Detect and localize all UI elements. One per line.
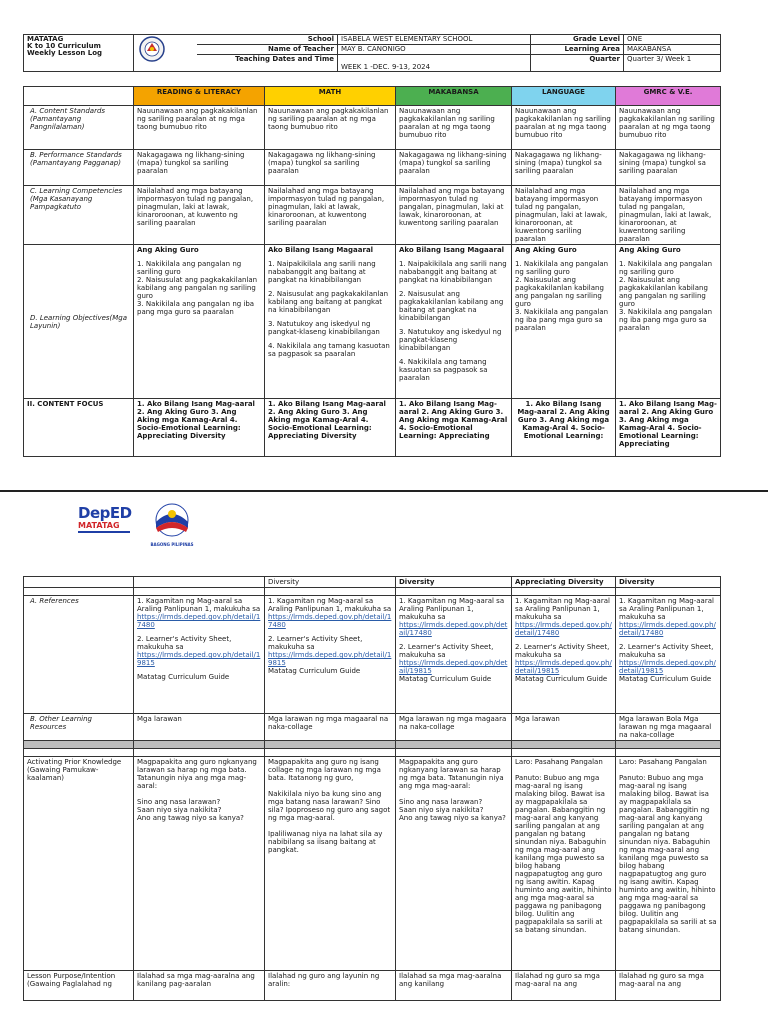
subject-makabansa: MAKABANSA: [396, 87, 512, 106]
cell: 1. Ako Bilang Isang Mag-aaral 2. Ang Aking Guro 3. Ang Aking mga Kamag-Aral 4. Socio-Emotional Learning: Appreciating: [616, 399, 721, 457]
deped-logo-text: DepED: [78, 504, 132, 522]
objective-item: 3. Nakikilala ang pangalan ng iba pang mga guro sa paaralan: [137, 300, 255, 316]
objectives-label: D. Learning Objectives(Mga Layunin): [24, 245, 134, 399]
ref-link[interactable]: https://lrmds.deped.gov.ph/detail/19815: [399, 659, 508, 675]
objectives-cell: [512, 245, 616, 399]
subject-language: LANGUAGE: [512, 87, 616, 106]
ref-link[interactable]: https://lrmds.deped.gov.ph/detail/17480: [619, 621, 716, 637]
header-title: MATATAG K to 10 Curriculum Weekly Lesson Log: [24, 35, 134, 72]
cell: 1. Ako Bilang Isang Mag-aaral 2. Ang Aking Guro 3. Ang Aking mga Kamag-Aral 4. Socio-Emotional Learning: Appreciating Diversity: [134, 399, 265, 457]
cell: Mga larawan: [134, 714, 265, 741]
spacer-row: [24, 749, 721, 757]
subject-header-row: [24, 87, 721, 106]
area-value: MAKABANSA: [624, 45, 721, 55]
ref-link[interactable]: https://lrmds.deped.gov.ph/detail/19815: [619, 659, 716, 675]
lesson-log-page-1: [0, 0, 768, 488]
ref-item: 2. Learner's Activity Sheet, makukuha sa: [619, 643, 714, 659]
cell: [134, 577, 265, 588]
subject-math: MATH: [265, 87, 396, 106]
ref-item: 1. Kagamitan ng Mag-aaral sa Araling Panlipunan 1, makukuha sa: [515, 597, 610, 621]
objective-title: Ako Bilang Isang Magaaral: [399, 246, 505, 254]
ref-item: Matatag Curriculum Guide: [399, 675, 492, 683]
cell: Nakagagawa ng likhang-sining (mapa) tungkol sa sariling paaralan: [134, 150, 265, 186]
cell: Nakagagawa ng likhang-sining (mapa) tungkol sa sariling paaralan: [396, 150, 512, 186]
objective-title: Ang Aking Guro: [515, 246, 577, 254]
cell: Nailalahad ang mga batayang impormasyon tulad ng pangalan, pinagmulan, laki at lawak, kinaroroonan, at kuwento ng sariling paaralan: [134, 186, 265, 245]
cell: Nauunawaan ang pagkakakilanlan ng sariling paaralan at ng mga taong bumubuo rito: [396, 106, 512, 150]
content-standards-label: A. Content Standards (Pamantayang Pangnilalaman): [24, 106, 134, 150]
objectives-cell: [134, 245, 265, 399]
performance-standards-label: B. Performance Standards (Pamantayang Pagganap): [24, 150, 134, 186]
seal-cell: [134, 35, 197, 72]
cell: Nakagagawa ng likhang-sining (mapa) tungkol sa sariling paaralan: [616, 150, 721, 186]
deped-seal-icon: [137, 35, 167, 63]
cell: Diversity: [616, 577, 721, 588]
main-table: [23, 86, 721, 457]
competencies-label: C. Learning Competencies (Mga Kasanayang Pampagkatuto: [24, 186, 134, 245]
other-resources-label: B. Other Learning Resources: [24, 714, 134, 741]
performance-standards-row: [24, 150, 721, 186]
cell: 1. Ako Bilang Isang Mag-aaral 2. Ang Aking Guro 3. Ang Aking mga Kamag-Aral 4. Socio-Emotional Learning: Appreciating: [396, 399, 512, 457]
activating-row: [24, 757, 721, 971]
continuation-row: [24, 577, 721, 588]
objective-item: 2. Naisusulat ang pagkakakilanlan kabilang ang baitang at pangkat na kinabibilangan: [268, 290, 389, 314]
content-focus-row: [24, 399, 721, 457]
objectives-cell: [265, 245, 396, 399]
grade-label: Grade Level: [531, 35, 624, 45]
cell: [24, 577, 134, 588]
deped-matatag-logo: [78, 504, 138, 544]
bagong-pilipinas-text: BAGONG PILIPINAS: [150, 542, 194, 547]
objective-item: 1. Nakikilala ang pangalan ng sariling guro: [515, 260, 609, 276]
objective-title: Ang Aking Guro: [137, 246, 199, 254]
ref-item: Matatag Curriculum Guide: [268, 667, 361, 675]
shaded-spacer-row: [24, 741, 721, 749]
cell: Magpapakita ang guro ng isang collage ng mga larawan ng mga bata. Itatanong ng guro, Nakikilala niyo ba kung sino ang mga batang nasa larawan? Sino sila? Ipoproseso ng guro ang sagot ng mga mag-aaral. Ipaliliwanag niya na lahat sila ay nabibilang sa iisang baitang at pangkat.: [265, 757, 396, 971]
cell: Magpapakita ang guro ngkanyang larawan sa harap ng mga bata. Tatanungin niya ang mga mag-aaral: Sino ang nasa larawan? Saan niyo siya nakikita? Ano ang tawag niyo sa kanya?: [134, 757, 265, 971]
objective-title: Ako Bilang Isang Magaaral: [268, 246, 374, 254]
ref-link[interactable]: https://lrmds.deped.gov.ph/detail/17480: [515, 621, 612, 637]
cell: Diversity: [396, 577, 512, 588]
cell: Mga larawan ng mga magaara na naka-collage: [396, 714, 512, 741]
grade-value: ONE: [624, 35, 721, 45]
quarter-label: Quarter: [531, 55, 624, 72]
references-cell: [616, 596, 721, 714]
quarter-value: Quarter 3/ Week 1: [624, 55, 721, 72]
header-table: [23, 34, 721, 72]
references-cell: [512, 596, 616, 714]
objective-item: 3. Nakikilala ang pangalan ng iba pang mga guro sa paaralan: [515, 308, 609, 332]
teacher-label: Name of Teacher: [197, 45, 338, 55]
cell: Diversity: [265, 577, 396, 588]
cell: Ilalahad sa mga mag-aaralna ang kanilang pag-aaralan: [134, 971, 265, 1001]
objective-item: 2. Naisusulat ang pagkakakilanlan kabilang ang baitang at pangkat na kinabibilangan: [399, 290, 504, 322]
other-resources-row: [24, 714, 721, 741]
activating-label: Activating Prior Knowledge (Gawaing Pamukaw-kaalaman): [24, 757, 134, 971]
spacer-row: [24, 588, 721, 596]
ref-item: Matatag Curriculum Guide: [137, 673, 230, 681]
objective-title: Ang Aking Guro: [619, 246, 681, 254]
objectives-cell: [616, 245, 721, 399]
objective-item: 3. Natutukoy ang iskedyul ng pangkat-klaseng kinabibilangan: [268, 320, 380, 336]
ref-item: 2. Learner's Activity Sheet, makukuha sa: [399, 643, 494, 659]
cell: Nakagagawa ng likhang-sining (mapa) tungkol sa sariling paaralan: [512, 150, 616, 186]
cell: Magpapakita ang guro ngkanyang larawan sa harap ng mga bata. Tatanungin niya ang mga mag-aaral: Sino ang nasa larawan? Saan niyo siya nakikita? Ano ang tawag niyo sa kanya?: [396, 757, 512, 971]
cell: Nailalahad ang mga batayang impormasyon tulad ng pangalan, pinagmulan, laki at lawak, kinaroroonan, at kuwentong sariling paaralan: [616, 186, 721, 245]
lesson-log-page-2: [0, 492, 768, 1024]
cell: Laro: Pasahang Pangalan Panuto: Bubuo ang mga mag-aaral ng isang malaking bilog. Bawat isa ay magpapakilala sa pangalan. Babanggitin ng mag-aaral ang kanyang sariling pangalan at ang pangalan ng batang sinundan niya. Babaguhin ng mga mag-aaral ang kanilang mga puwesto sa bilog habang nagpapatugtog ang guro ng isang awitin. Kapag huminto ang awitin, hihinto ang mga mag-aaral sa paggawa ng panibagong bilog. Uulitin ang pagpapakilala sa sarili at sa batang sinundan.: [616, 757, 721, 971]
references-cell: [396, 596, 512, 714]
school-label: School: [197, 35, 338, 45]
cell: Nauunawaan ang pagkakakilanlan ng sariling paaralan at ng mga taong bumubuo rito: [616, 106, 721, 150]
ref-link[interactable]: https://lrmds.deped.gov.ph/detail/17480: [399, 621, 508, 637]
ref-link[interactable]: https://lrmds.deped.gov.ph/detail/17480: [137, 613, 261, 629]
objective-item: 1. Naipakikilala ang sarili nang nababanggit ang baitang at pangkat na kinabibilangan: [268, 260, 376, 284]
references-label: A. References: [24, 596, 134, 714]
objective-item: 2. Naisusulat ang pagkakakilanlan kabilang ang pangalan ng sariling guro: [619, 276, 708, 308]
ref-link[interactable]: https://lrmds.deped.gov.ph/detail/17480: [268, 613, 392, 629]
bagong-pilipinas-icon: [148, 502, 196, 538]
cell: Mga larawan ng mga magaaral na naka-collage: [265, 714, 396, 741]
objective-item: 2. Naisusulat ang pagkakakilanlan kabilang ang pangalan ng sariling guro: [137, 276, 258, 300]
dates-label: Teaching Dates and Time: [197, 55, 338, 72]
cell: Mga larawan: [512, 714, 616, 741]
ref-link[interactable]: https://lrmds.deped.gov.ph/detail/19815: [515, 659, 612, 675]
ref-item: Matatag Curriculum Guide: [619, 675, 712, 683]
purpose-row: [24, 971, 721, 1001]
matatag-logo-text: MATATAG: [78, 521, 120, 530]
objective-item: 1. Nakikilala ang pangalan ng sariling guro: [619, 260, 713, 276]
cell: Ilalahad sa mga mag-aaralna ang kanilang: [396, 971, 512, 1001]
cell: Nakagagawa ng likhang-sining (mapa) tungkol sa sariling paaralan: [265, 150, 396, 186]
ref-item: 1. Kagamitan ng Mag-aaral sa Araling Panlipunan 1, makukuha sa: [619, 597, 714, 621]
page2-table: [23, 576, 721, 1001]
ref-item: 1. Kagamitan ng Mag-aaral sa Araling Panlipunan 1, makukuha sa: [137, 597, 261, 613]
objective-item: 1. Naipakikilala ang sarili nang nababanggit ang baitang at pangkat na kinabibilangan: [399, 260, 507, 284]
references-cell: [265, 596, 396, 714]
ref-item: Matatag Curriculum Guide: [515, 675, 608, 683]
cell: 1. Ako Bilang Isang Mag-aaral 2. Ang Aking Guro 3. Ang Aking mga Kamag-Aral 4. Socio-Emotional Learning: Appreciating Diversity: [265, 399, 396, 457]
cell: Laro: Pasahang Pangalan Panuto: Bubuo ang mga mag-aaral ng isang malaking bilog. Bawat isa ay magpapakilala sa pangalan. Babanggitin ng mag-aaral ang kanyang sariling pangalan at ang pangalan ng batang sinundan niya. Babaguhin ng mga mag-aaral ang kanilang mga puwesto sa bilog habang nagpapatugtog ang guro ng isang awitin. Kapag huminto ang awitin, hihinto ang mga mag-aaral sa paggawa ng panibagong bilog. Uulitin ang pagpapakilala sa sarili at sa batang sinundan.: [512, 757, 616, 971]
objectives-row: [24, 245, 721, 399]
ref-link[interactable]: https://lrmds.deped.gov.ph/detail/19815: [137, 651, 261, 667]
school-value: ISABELA WEST ELEMENTARY SCHOOL: [338, 35, 531, 45]
subject-gmrc: GMRC & V.E.: [616, 87, 721, 106]
dates-value: WEEK 1 -DEC. 9-13, 2024: [338, 55, 531, 72]
purpose-label: Lesson Purpose/Intention (Gawaing Paglalahad ng: [24, 971, 134, 1001]
ref-item: 2. Learner's Activity Sheet, makukuha sa: [268, 635, 363, 651]
subject-reading: READING & LITERACY: [134, 87, 265, 106]
cell: Nauunawaan ang pagkakakilanlan ng sariling paaralan at ng mga taong bumubuo rito: [512, 106, 616, 150]
objectives-cell: [396, 245, 512, 399]
cell: Nauunawaan ang pagkakakilanlan ng sariling paaralan at ng mga taong bumubuo rito: [134, 106, 265, 150]
references-row: [24, 596, 721, 714]
objective-item: 4. Nakikilala ang tamang kasuotan sa pagpasok sa paaralan: [399, 358, 488, 382]
ref-item: 2. Learner's Activity Sheet, makukuha sa: [515, 643, 610, 659]
cell: Nailalahad ang mga batayang impormasyon tulad ng pangalan, pinagmulan, laki at lawak, kinaroroonan, at kuwentong sariling paaralan: [265, 186, 396, 245]
cell: Nailalahad ang mga batayang impormasyon tulad ng pangalan, pinagmulan, laki at lawak, kinaroroonan, at kuwentong sariling paaralan: [396, 186, 512, 245]
cell: Ilalahad ng guro sa mga mag-aaral na ang: [512, 971, 616, 1001]
objective-item: 1. Nakikilala ang pangalan ng sariling guro: [137, 260, 242, 276]
content-focus-label: II. CONTENT FOCUS: [24, 399, 134, 457]
cell: Nauunawaan ang pagkakakilanlan ng sariling paaralan at ng mga taong bumubuo rito: [265, 106, 396, 150]
ref-item: 1. Kagamitan ng Mag-aaral sa Araling Panlipunan 1, makukuha sa: [399, 597, 505, 621]
ref-item: 2. Learner's Activity Sheet, makukuha sa: [137, 635, 232, 651]
cell: Mga larawan Bola Mga larawan ng mga magaaral na naka-collage: [616, 714, 721, 741]
ref-item: 1. Kagamitan ng Mag-aaral sa Araling Panlipunan 1, makukuha sa: [268, 597, 392, 613]
area-label: Learning Area: [531, 45, 624, 55]
objective-item: 2. Naisusulat ang pagkakakilanlan kabilang ang pangalan ng sariling guro: [515, 276, 604, 308]
teacher-value: MAY B. CANONIGO: [338, 45, 531, 55]
objective-item: 4. Nakikilala ang tamang kasuotan sa pagpasok sa paaralan: [268, 342, 390, 358]
cell: Ilalahad ng guro ang layunin ng aralin:: [265, 971, 396, 1001]
ref-link[interactable]: https://lrmds.deped.gov.ph/detail/19815: [268, 651, 392, 667]
objective-item: 3. Nakikilala ang pangalan ng iba pang mga guro sa paaralan: [619, 308, 713, 332]
cell: Appreciating Diversity: [512, 577, 616, 588]
cell: Ilalahad ng guro sa mga mag-aaral na ang: [616, 971, 721, 1001]
blank-header-cell: [24, 87, 134, 106]
references-cell: [134, 596, 265, 714]
cell: 1. Ako Bilang Isang Mag-aaral 2. Ang Aking Guro 3. Ang Aking mga Kamag-Aral 4. Socio-Emotional Learning:: [512, 399, 616, 457]
competencies-row: [24, 186, 721, 245]
content-standards-row: [24, 106, 721, 150]
objective-item: 3. Natutukoy ang iskedyul ng pangkat-klaseng kinabibilangan: [399, 328, 502, 352]
cell: Nailalahad ang mga batayang impormasyon tulad ng pangalan, pinagmulan, laki at lawak, kinaroroonan, at kuwentong sariling paaralan: [512, 186, 616, 245]
bagong-pilipinas-logo: [148, 502, 196, 546]
